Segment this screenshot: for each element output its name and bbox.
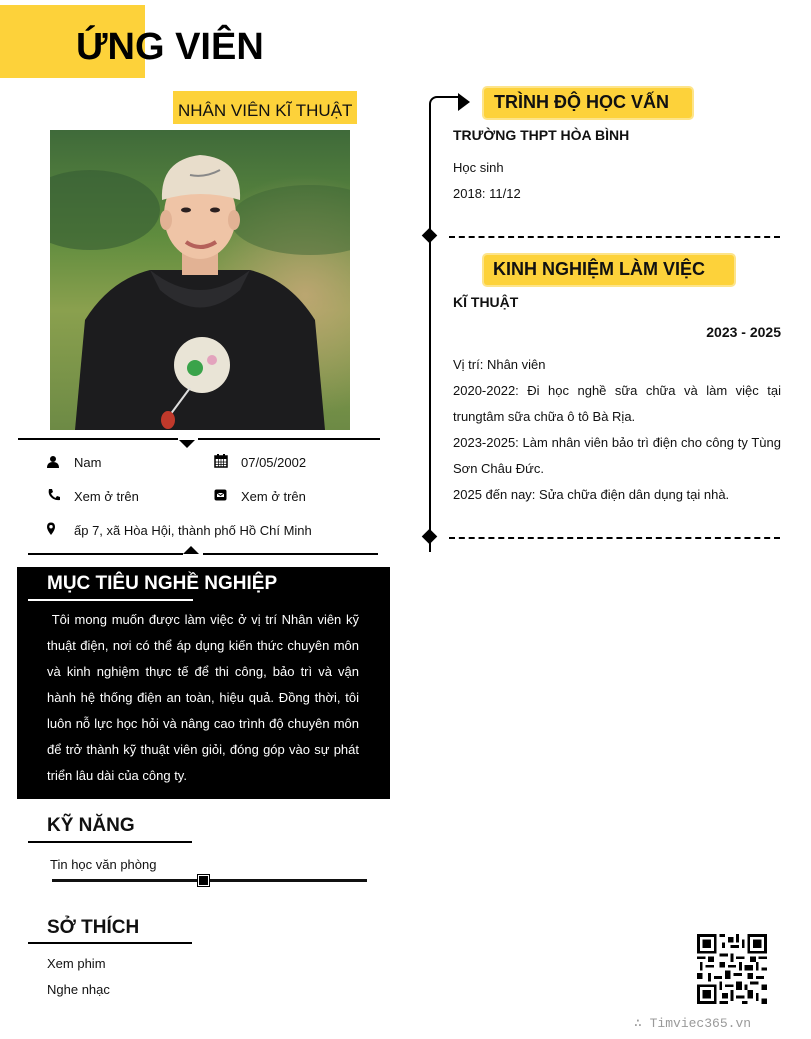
gender-value: Nam [74,455,102,470]
objective-text: Tôi mong muốn được làm việc ở vị trí Nhân viên kỹ thuật điện, nơi có thể áp dụng kiến thức chuyên môn và kinh nghiệm thực tế để thi công, bảo trì và vận hành hệ thống điện an toàn, hiệu quả. Đồng thời, tôi luôn nỗ lực học hỏi và nâng cao trình độ chuyên môn để trở thành kỹ thuật viên giỏi, đóng góp vào sự phát triển lâu dài của công ty. [47,612,363,783]
timeline-line [429,108,431,552]
phone-icon [47,488,61,502]
objective-title: MỤC TIÊU NGHỀ NGHIỆP [47,573,278,594]
hobbies-title: SỞ THÍCH [47,917,140,938]
info-top-divider-right [198,438,380,440]
education-role: Học sinh [453,160,504,175]
experience-line: 2025 đến nay: Sửa chữa điện dân dụng tại nhà. [453,487,730,502]
diamond-icon [422,228,438,244]
birthday-value: 07/05/2002 [241,455,307,470]
skills-title: KỸ NĂNG [47,815,135,836]
skill-name: Tin học văn phòng [50,857,157,872]
candidate-name: ỨNG VIÊN [76,26,264,68]
caret-up-icon [183,546,199,554]
skills-title-underline [28,841,192,843]
candidate-photo [50,130,350,430]
hobbies-title-underline [28,942,192,944]
diamond-icon [422,529,438,545]
calendar-icon [214,454,228,468]
info-top-divider-left [18,438,178,440]
section-dashed-divider [449,537,780,539]
experience-line: Vị trí: Nhân viên [453,357,546,372]
experience-company: KĨ THUẬT [453,294,519,310]
skill-level-marker [198,875,209,886]
caret-down-icon [179,440,195,448]
career-objective-section [17,567,390,799]
hobby-item: Xem phim [47,956,106,971]
hobby-item: Nghe nhạc [47,982,110,997]
envelope-icon [214,488,228,502]
experience-line: 2023-2025: Làm nhân viên bảo trì điện cho công ty Tùng Sơn Châu Đức. [453,435,781,476]
skill-level-bar [52,879,367,882]
experience-description [453,352,781,508]
portrait-image [50,130,350,430]
job-title-badge: NHÂN VIÊN KĨ THUẬT [173,91,357,124]
school-name: TRƯỜNG THPT HÒA BÌNH [453,127,630,143]
qr-code-icon [697,934,767,1004]
phone-value: Xem ở trên [74,489,139,504]
education-title: TRÌNH ĐỘ HỌC VẤN [494,92,669,112]
brand-watermark: ∴ Timviec365.vn [634,1016,752,1031]
user-icon [47,455,61,469]
info-bottom-divider-left [28,553,183,555]
address-value: ấp 7, xã Hòa Hội, thành phố Hồ Chí Minh [74,523,312,538]
email-value: Xem ở trên [241,489,306,504]
info-bottom-divider-right [203,553,378,555]
education-period: 2018: 11/12 [453,186,521,201]
timeline-corner [429,96,461,112]
map-marker-icon [47,522,61,536]
arrow-right-icon [458,93,470,111]
experience-line: 2020-2022: Đi học nghề sữa chữa và làm việc tại trungtâm sữa chữa ô tô Bà Rịa. [453,383,781,424]
objective-title-underline [28,599,193,601]
section-dashed-divider [449,236,780,238]
experience-title: KINH NGHIỆM LÀM VIỆC [493,259,706,279]
experience-period: 2023 - 2025 [706,324,781,340]
